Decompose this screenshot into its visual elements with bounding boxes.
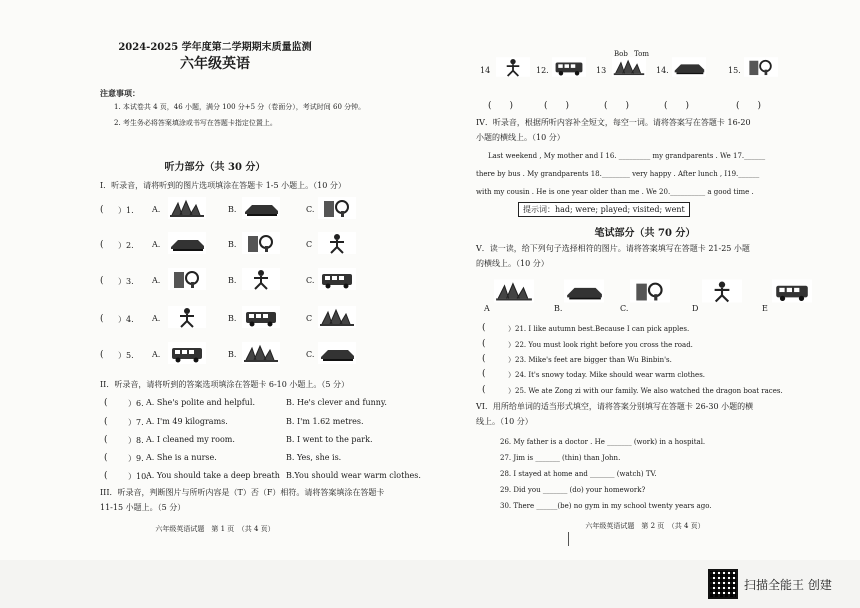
option-a-text: A. I cleaned my room. [146,435,235,444]
option-label-a: A. [152,240,161,249]
answer-paren: ( ) [488,101,514,111]
option-label-c: C. [306,205,315,214]
exam-page-right [430,0,860,560]
section-3-title-continued: 11-15 小题上。（5 分） [100,503,186,512]
option-b-picture [242,268,280,290]
option-c-picture [318,342,356,364]
section-5-picture [564,276,604,306]
section-5-picture [494,276,534,306]
question-text: ）22. You must look right before you cross the road. [508,341,693,349]
option-b-picture [242,306,280,328]
option-b-picture [242,197,280,219]
question-number: ）4. [118,315,134,324]
answer-paren: ( [100,205,104,215]
section-5-title-continued: 的横线上。（10 分） [476,259,549,268]
exam-grade-title: 六年级英语 [180,56,250,72]
question-number: ）10. [128,472,149,481]
answer-paren: ( [482,339,486,349]
hint-words-box: 提示词：had; were; played; visited; went [518,202,690,217]
section-3-picture [496,54,530,80]
option-a-picture [168,268,206,290]
question-number: ）1. [118,206,134,215]
answer-paren: ( [104,435,108,445]
question-text: 29. Did you _______ (do) your homework? [500,486,646,494]
option-b-text: B. He's clever and funny. [286,398,387,407]
person-label: Tom [634,50,649,58]
notice-item: 2. 考生务必将答案填涂或书写在答题卡指定位置上。 [114,119,277,127]
picture-number: 13 [596,66,607,75]
option-c-picture [318,232,356,254]
option-a-picture [168,197,206,219]
section-5-picture [772,276,812,306]
section-3-picture [552,54,586,80]
option-label-a: A. [152,205,161,214]
answer-paren: ( ) [604,101,630,111]
option-label-a: A. [152,276,161,285]
answer-paren: ( [104,471,108,481]
question-number: ）2. [118,241,134,250]
option-c-picture [318,197,356,219]
answer-paren: ( [104,417,108,427]
answer-paren: ( [104,453,108,463]
answer-paren: ( [100,240,104,250]
picture-label: E [762,304,768,313]
question-text: ）21. I like autumn best.Because I can pick apples. [508,325,690,333]
question-number: ）8. [128,436,144,445]
notice-title: 注意事项： [100,88,140,98]
option-label-b: B. [228,314,237,323]
option-b-picture [242,232,280,254]
option-a-text: A. You should take a deep breath [146,471,280,480]
question-text: 27. Jim is _______ (thin) than John. [500,454,621,462]
option-b-text: B. I went to the park. [286,435,373,444]
option-label-a: A. [152,350,161,359]
answer-paren: ( [482,323,486,333]
answer-paren: ( [482,354,486,364]
question-number: ）9. [128,454,144,463]
section-3-picture [672,54,706,80]
answer-paren: ( ) [736,101,762,111]
answer-paren: ( [100,276,104,286]
section-6-title-continued: 线上。（10 分） [476,417,533,426]
question-number: ）5. [118,351,134,360]
option-a-text: A. She is a nurse. [146,453,217,462]
picture-number: 15. [728,66,741,75]
person-label: Bob [614,50,628,58]
picture-number: 14 [480,66,491,75]
option-c-picture [318,306,356,328]
passage-line: Last weekend , My mother and I 16. _________ my grandparents . We 17.______ [488,152,766,160]
scanner-brand-watermark [708,570,832,598]
answer-paren: ( ) [544,101,570,111]
brand-text: 扫描全能王 创建 [744,577,832,592]
picture-label: B. [554,304,563,313]
option-label-c: C. [306,276,315,285]
page-footer: 六年级英语试题 第 2 页 （共 4 页） [585,522,705,530]
question-text: ）25. We ate Zong zi with our family. We also watched the dragon boat races. [508,387,783,395]
page-mark [568,532,569,546]
answer-paren: ( [104,398,108,408]
option-b-picture [242,342,280,364]
listening-section-header: 听力部分（共 30 分） [164,162,266,173]
section-5-picture [702,276,742,306]
question-number: ）6. [128,399,144,408]
picture-number: 12. [536,66,549,75]
picture-number: 14. [656,66,669,75]
section-4-title: IV．听录音，根据所听内容补全短文，每空一词。请将答案写在答题卡 16-20 [476,118,751,127]
option-label-c: C. [306,350,315,359]
option-label-c: C [306,314,313,323]
picture-label: A [484,304,490,313]
question-text: ）23. Mike's feet are bigger than Wu Binbin's. [508,356,672,364]
option-label-b: B. [228,276,237,285]
notice-item: 1. 本试卷共 4 页，46 小题，满分 100 分+5 分（卷面分），考试时间 60 分钟。 [114,103,366,111]
section-2-title: II．听录音，请将听到的答案选项填涂在答题卡 6-10 小题上。（5 分） [100,380,350,389]
section-3-title: III．听录音，判断图片与所听内容是（T）否（F）相符。请将答案填涂在答题卡 [100,488,385,497]
question-text: 30. There ______(be) no gym in my school twenty years ago. [500,502,712,510]
option-label-c: C [306,240,313,249]
option-label-a: A. [152,314,161,323]
exam-year-title: 2024-2025 学年度第二学期期末质量监测 [118,42,312,53]
option-b-text: B.You should wear warm clothes. [286,471,421,480]
option-a-picture [168,306,206,328]
option-a-picture [168,232,206,254]
section-6-title: VI．用所给单词的适当形式填空，请将答案分别填写在答题卡 26-30 小题的横 [476,402,754,411]
section-4-title-continued: 小题的横线上。（10 分） [476,133,565,142]
option-b-text: B. I'm 1.62 metres. [286,417,364,426]
answer-paren: ( ) [664,101,690,111]
answer-paren: ( [100,314,104,324]
question-text: 26. My father is a doctor . He _______ (work) in a hospital. [500,438,706,446]
option-a-picture [168,342,206,364]
picture-label: C. [620,304,629,313]
page-footer: 六年级英语试题 第 1 页 （共 4 页） [155,525,275,533]
question-number: ）7. [128,418,144,427]
option-label-b: B. [228,350,237,359]
picture-label: D [692,304,699,313]
option-b-text: B. Yes, she is. [286,453,342,462]
passage-line: with my cousin . He is one year older than me . We 20.__________ a good time . [476,188,754,196]
writing-section-header: 笔试部分（共 70 分） [594,228,696,239]
question-text: ）24. It's snowy today. Mike should wear warm clothes. [508,371,706,379]
question-text: 28. I stayed at home and _______ (watch) TV. [500,470,657,478]
exam-page-left [0,0,430,560]
answer-paren: ( [482,369,486,379]
option-a-text: A. I'm 49 kilograms. [146,417,228,426]
option-label-b: B. [228,240,237,249]
section-3-picture [744,54,778,80]
answer-paren: ( [482,385,486,395]
passage-line: there by bus . My grandparents 18.________ very happy . After lunch , I19.______ [476,170,760,178]
answer-paren: ( [100,350,104,360]
section-5-picture [630,276,670,306]
section-1-title: I．听录音，请将听到的图片选项填涂在答题卡 1-5 小题上。（10 分） [100,181,346,190]
section-5-title: V．读一读，给下列句子选择相符的图片。请将答案填写在答题卡 21-25 小题 [476,244,750,253]
question-number: ）3. [118,277,134,286]
option-c-picture [318,268,356,290]
qr-code-icon [708,569,738,599]
option-label-b: B. [228,205,237,214]
option-a-text: A. She's polite and helpful. [146,398,255,407]
